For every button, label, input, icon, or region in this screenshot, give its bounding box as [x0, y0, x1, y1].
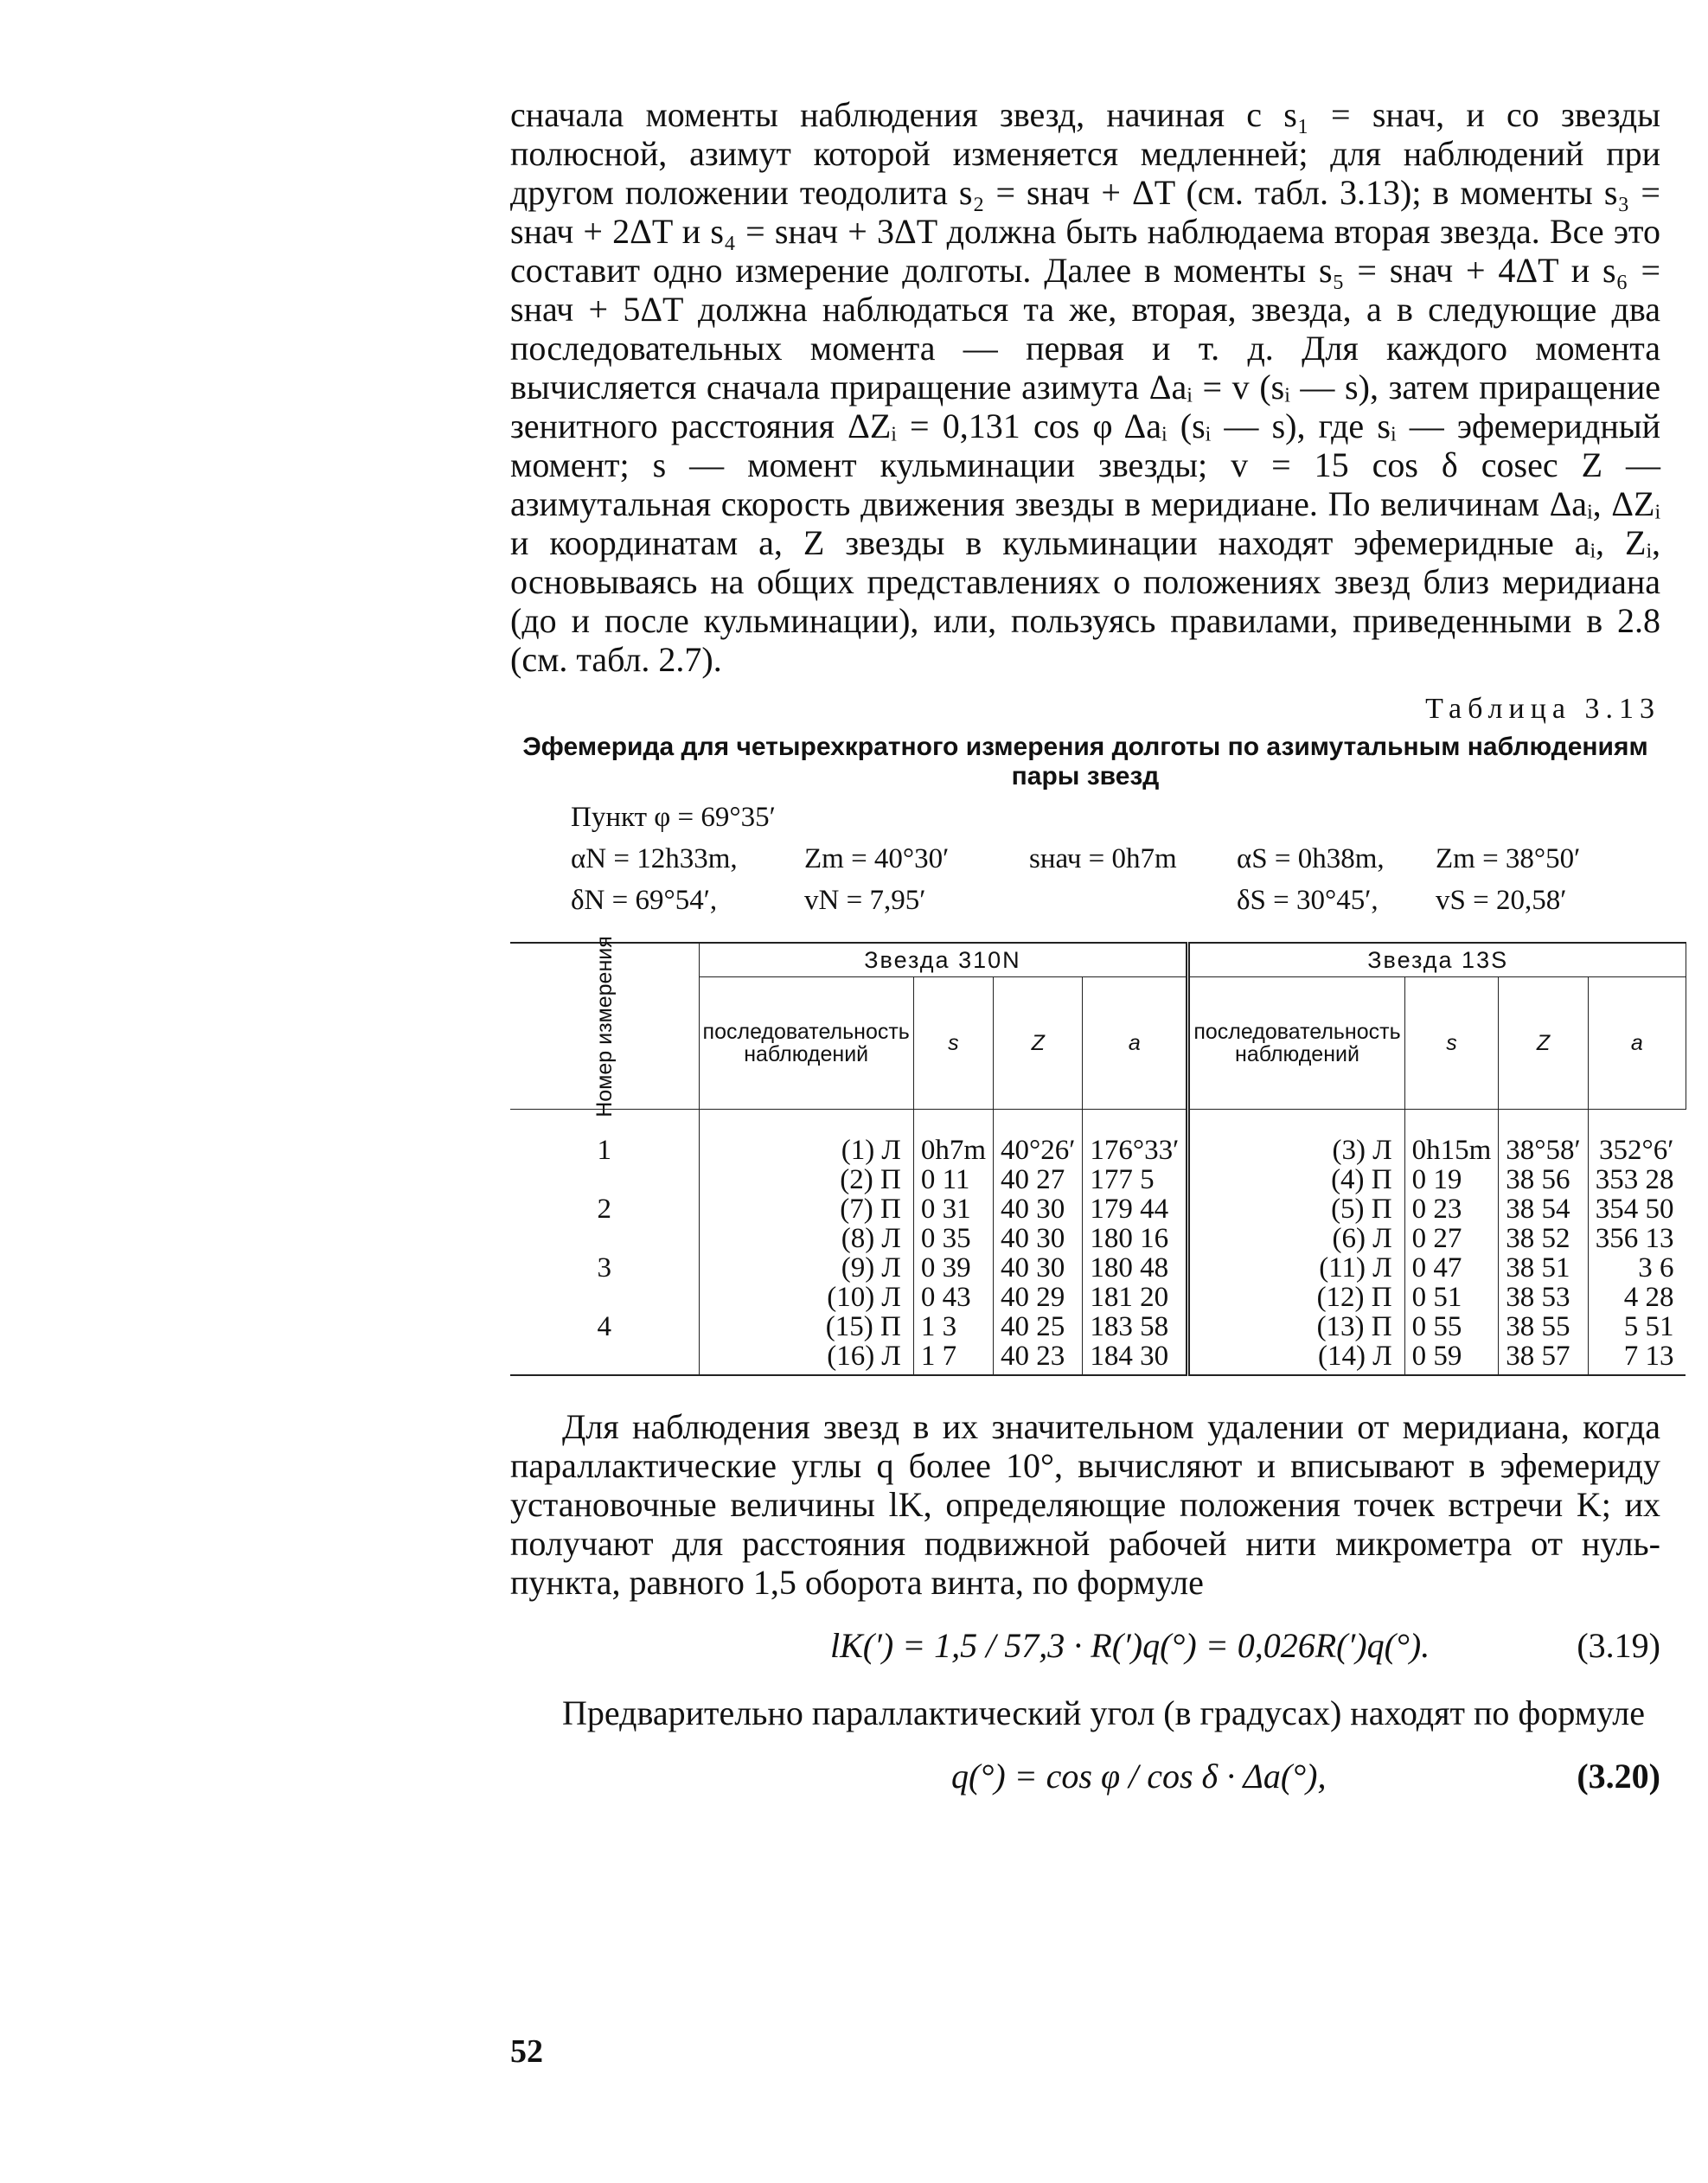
cell-seq2: (12) П [1188, 1283, 1404, 1312]
cell-seq2: (6) Л [1188, 1224, 1404, 1253]
cell-Z2: 38 52 [1499, 1224, 1588, 1253]
paragraph-3: Предварительно параллактический угол (в градусах) находят по формуле [562, 1693, 1646, 1732]
param-zm-s: Zm = 38°50′ [1436, 843, 1581, 874]
ephemeris-table [510, 935, 1686, 1376]
cell-Z1: 40 27 [994, 1165, 1083, 1194]
cell-n: 3 [597, 1252, 612, 1284]
cell-Z1: 40 29 [994, 1283, 1083, 1312]
cell-seq1: (1) Л [699, 1110, 913, 1166]
cell-a1: 177 5 [1083, 1165, 1188, 1194]
param-s-start: sнач = 0h7m [1029, 843, 1177, 874]
col-a-1: a [1083, 977, 1188, 1110]
cell-seq1: (7) П [699, 1194, 913, 1224]
header-star-1: Звезда 310N [699, 943, 1188, 977]
param-delta-s: δS = 30°45′, [1237, 885, 1379, 916]
cell-n [510, 1224, 699, 1253]
param-delta-n: δN = 69°54′, [571, 885, 718, 916]
param-alpha-n: αN = 12h33m, [571, 843, 738, 874]
cell-Z1: 40 30 [994, 1224, 1083, 1253]
col-z-1: Z [994, 977, 1083, 1110]
page-body [510, 95, 1674, 1824]
cell-a2: 356 13 [1588, 1224, 1686, 1253]
cell-Z1: 40 23 [994, 1341, 1083, 1375]
formula-3-19 [510, 1616, 1660, 1685]
col-seq-2: последовательность наблюдений [1188, 977, 1404, 1110]
table-row [510, 1165, 1686, 1194]
cell-a1: 184 30 [1083, 1341, 1188, 1375]
cell-s2: 0 47 [1404, 1253, 1499, 1283]
cell-n: 2 [597, 1194, 612, 1225]
table-title: Эфемерида для четырехкратного измерения долготы по азимутальным наблюдениям пары звезд [522, 733, 1648, 791]
cell-Z2: 38°58′ [1499, 1110, 1588, 1166]
cell-s1: 1 7 [913, 1341, 993, 1375]
cell-n [510, 1341, 699, 1375]
ephemeris-table-body [510, 1110, 1686, 1376]
col-s-2: s [1404, 977, 1499, 1110]
col-measurement-number: Номер измерения [510, 943, 699, 1110]
table-row [510, 1253, 1686, 1283]
cell-seq1: (2) П [699, 1165, 913, 1194]
cell-n [510, 1165, 699, 1194]
table-row [510, 1283, 1686, 1312]
cell-seq2: (4) П [1188, 1165, 1404, 1194]
cell-seq1: (8) Л [699, 1224, 913, 1253]
table-row [510, 1312, 1686, 1341]
paragraph-2: Для наблюдения звезд в их значительном удалении от меридиана, когда параллактические углы q более 10°, вычисляют и вписывают в эфемериду установочные величины lK, определяющие положения точек встречи K; их получают для расстояния подвижной рабочей нити микрометра от нуль-пункта, равного 1,5 оборота винта, по формуле [510, 1407, 1660, 1602]
cell-Z2: 38 53 [1499, 1283, 1588, 1312]
cell-a2: 3 6 [1588, 1253, 1686, 1283]
cell-Z2: 38 57 [1499, 1341, 1588, 1375]
param-row-1 [510, 797, 1660, 838]
cell-seq1: (16) Л [699, 1341, 913, 1375]
cell-seq1: (10) Л [699, 1283, 913, 1312]
cell-a1: 180 48 [1083, 1253, 1188, 1283]
cell-s2: 0h15m [1404, 1110, 1499, 1166]
col-s-1: s [913, 977, 993, 1110]
col-a-2: a [1588, 977, 1686, 1110]
page-number: 52 [510, 2033, 543, 2070]
cell-a1: 176°33′ [1083, 1110, 1188, 1166]
cell-a2: 5 51 [1588, 1312, 1686, 1341]
cell-seq2: (3) Л [1188, 1110, 1404, 1166]
table-caption: Таблица 3.13 [1425, 693, 1660, 725]
cell-s1: 0 39 [913, 1253, 993, 1283]
cell-Z2: 38 56 [1499, 1165, 1588, 1194]
cell-a2: 353 28 [1588, 1165, 1686, 1194]
cell-s2: 0 19 [1404, 1165, 1499, 1194]
cell-a2: 7 13 [1588, 1341, 1686, 1375]
cell-Z2: 38 51 [1499, 1253, 1588, 1283]
table-row [510, 1194, 1686, 1224]
header-star-2: Звезда 13S [1188, 943, 1686, 977]
cell-s1: 1 3 [913, 1312, 993, 1341]
param-point: Пункт φ = 69°35′ [571, 802, 776, 833]
cell-Z2: 38 55 [1499, 1312, 1588, 1341]
cell-n [510, 1283, 699, 1312]
cell-s1: 0 43 [913, 1283, 993, 1312]
cell-a1: 183 58 [1083, 1312, 1188, 1341]
cell-s2: 0 51 [1404, 1283, 1499, 1312]
cell-a2: 352°6′ [1588, 1110, 1686, 1166]
cell-n: 4 [597, 1311, 612, 1342]
cell-seq2: (11) Л [1188, 1253, 1404, 1283]
col-seq-1: последовательность наблюдений [699, 977, 913, 1110]
cell-a2: 354 50 [1588, 1194, 1686, 1224]
cell-s1: 0h7m [913, 1110, 993, 1166]
cell-s2: 0 27 [1404, 1224, 1499, 1253]
cell-a1: 179 44 [1083, 1194, 1188, 1224]
cell-a2: 4 28 [1588, 1283, 1686, 1312]
cell-s1: 0 11 [913, 1165, 993, 1194]
formula-3-19-number: (3.19) [1577, 1626, 1660, 1665]
cell-s2: 0 23 [1404, 1194, 1499, 1224]
cell-s2: 0 59 [1404, 1341, 1499, 1375]
cell-a1: 181 20 [1083, 1283, 1188, 1312]
paragraph-1: сначала моменты наблюдения звезд, начиная с s₁ = sнач, и со звезды полюсной, азимут которой изменяется медленней; для наблюдений при другом положении теодолита s₂ = sнач + ΔT (см. табл. 3.13); в моменты s₃ = sнач + 2ΔT и s₄ = sнач + 3ΔT должна быть наблюдаема вторая звезда. Все это составит одно измерение долготы. Далее в моменты s₅ = sнач + 4ΔT и s₆ = sнач + 5ΔT должна наблюдаться та же, вторая, звезда, а в следующие два последовательных момента — первая и т. д. Для каждого момента вычисляется сначала приращение азимута Δaᵢ = v (sᵢ — s), затем приращение зенитного расстояния ΔZᵢ = 0,131 cos φ Δaᵢ (sᵢ — s), где sᵢ — эфемеридный момент; s — момент кульминации звезды; v = 15 cos δ cosec Z — азимутальная скорость движения звезды в меридиане. По величинам Δaᵢ, ΔZᵢ и координатам a, Z звезды в кульминации находят эфемеридные aᵢ, Zᵢ, основываясь на общих представлениях о положениях звезд близ меридиана (до и после кульминации), или, пользуясь правилами, приведенными в 2.8 (см. табл. 2.7). [510, 95, 1661, 679]
param-row-3 [510, 880, 1660, 921]
cell-n: 1 [597, 1135, 612, 1166]
param-row-2 [510, 838, 1660, 880]
cell-Z1: 40 30 [994, 1194, 1083, 1224]
table-row [510, 1341, 1686, 1375]
cell-seq1: (15) П [699, 1312, 913, 1341]
param-alpha-s: αS = 0h38m, [1237, 843, 1385, 874]
table-row [510, 1224, 1686, 1253]
param-v-n: vN = 7,95′ [804, 885, 926, 916]
param-v-s: vS = 20,58′ [1436, 885, 1567, 916]
formula-3-19-expression: lK(′) = 1,5 / 57,3 · R(′)q(°) = 0,026R(′)q(°). [830, 1626, 1430, 1665]
cell-seq2: (14) Л [1188, 1341, 1404, 1375]
cell-Z1: 40 25 [994, 1312, 1083, 1341]
formula-3-20 [510, 1746, 1660, 1815]
cell-seq1: (9) Л [699, 1253, 913, 1283]
cell-Z2: 38 54 [1499, 1194, 1588, 1224]
formula-3-20-expression: q(°) = cos φ / cos δ · Δa(°), [951, 1757, 1327, 1796]
cell-s2: 0 55 [1404, 1312, 1499, 1341]
formula-3-20-number: (3.20) [1577, 1757, 1660, 1796]
cell-Z1: 40 30 [994, 1253, 1083, 1283]
cell-Z1: 40°26′ [994, 1110, 1083, 1166]
param-zm-n: Zm = 40°30′ [804, 843, 950, 874]
cell-seq2: (13) П [1188, 1312, 1404, 1341]
col-z-2: Z [1499, 977, 1588, 1110]
table-row [510, 1110, 1686, 1166]
cell-s1: 0 35 [913, 1224, 993, 1253]
cell-seq2: (5) П [1188, 1194, 1404, 1224]
table-parameters [510, 797, 1660, 921]
cell-s1: 0 31 [913, 1194, 993, 1224]
cell-a1: 180 16 [1083, 1224, 1188, 1253]
